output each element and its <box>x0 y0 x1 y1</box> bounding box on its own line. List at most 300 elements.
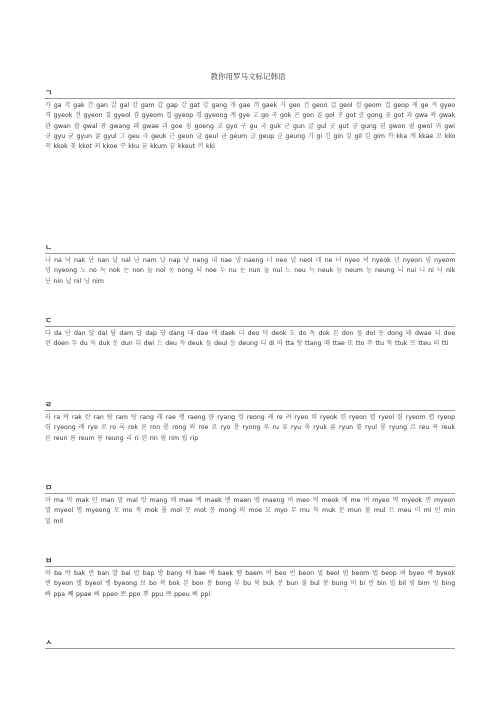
hangul-syllable: 길 <box>345 132 352 140</box>
syllable-pair <box>430 112 455 119</box>
syllable-pair <box>92 497 115 504</box>
syllable-pair <box>233 424 260 431</box>
romanization: mi <box>423 507 432 515</box>
hangul-syllable: 균 <box>67 132 74 140</box>
hangul-syllable: 꾀 <box>94 143 101 151</box>
hangul-syllable: 녹 <box>99 267 106 275</box>
syllable-pair <box>84 278 104 285</box>
syllable-pair <box>425 257 455 264</box>
romanization: reun <box>53 434 68 442</box>
hangul-syllable: 농 <box>168 267 175 275</box>
hangul-syllable: 가 <box>45 102 51 109</box>
syllable-pair <box>250 133 274 140</box>
syllable-pair <box>336 257 360 264</box>
hangul-syllable: 분 <box>277 580 284 588</box>
hangul-syllable: 닉 <box>436 267 443 275</box>
syllable-pair <box>68 591 92 598</box>
syllable-pair <box>95 133 117 140</box>
hangul-syllable: 더 <box>238 330 245 337</box>
hangul-syllable: 른 <box>45 434 51 442</box>
section-body <box>45 101 455 152</box>
hangul-syllable: 밀 <box>45 517 51 525</box>
romanization: rim <box>168 434 180 442</box>
syllable-pair <box>179 414 206 421</box>
romanization: geun <box>177 132 194 140</box>
hangul-syllable: 눈 <box>239 267 246 275</box>
romanization: moe <box>248 507 262 515</box>
syllable-pair <box>277 133 305 140</box>
hangul-syllable: 객 <box>253 102 260 109</box>
romanization: maeng <box>262 497 285 504</box>
romanization: goeng <box>194 122 214 130</box>
romanization: gok <box>279 112 292 120</box>
hangul-syllable: 곶 <box>385 112 392 120</box>
romanization: gyu <box>53 132 66 140</box>
syllable-pair <box>196 267 217 274</box>
syllable-pair <box>120 143 139 150</box>
syllable-pair <box>380 424 407 431</box>
syllable-pair <box>45 340 69 347</box>
hangul-syllable: 몽 <box>209 507 216 515</box>
hangul-syllable: 급 <box>249 132 256 140</box>
romanization: kka <box>396 132 408 140</box>
hangul-syllable: 갓 <box>180 102 187 109</box>
syllable-pair <box>100 267 120 274</box>
syllable-pair <box>410 424 429 431</box>
syllable-pair <box>347 340 364 347</box>
section-nieun <box>45 243 455 287</box>
romanization: dae <box>196 330 209 337</box>
syllable-pair <box>142 143 167 150</box>
syllable-pair <box>170 143 196 150</box>
romanization: myo <box>274 507 288 515</box>
syllable-pair <box>358 112 382 119</box>
syllable-pair <box>260 340 274 347</box>
romanization: ge <box>420 102 429 109</box>
romanization: maen <box>233 497 252 504</box>
syllable-pair <box>87 102 108 109</box>
hangul-syllable: 렴 <box>396 414 403 421</box>
romanization: gwon <box>388 122 406 130</box>
hangul-syllable: 루 <box>263 424 270 432</box>
hangul-syllable: 맨 <box>224 497 231 504</box>
syllable-pair <box>429 414 456 421</box>
romanization: geul <box>204 132 219 140</box>
hangul-syllable: 김 <box>364 132 371 140</box>
hangul-syllable: 납 <box>159 257 166 264</box>
syllable-pair <box>45 414 60 421</box>
syllable-pair <box>196 133 218 140</box>
romanization: baem <box>245 570 263 577</box>
romanization: bil <box>398 580 406 588</box>
hangul-syllable: 곳 <box>337 112 344 120</box>
romanization: ppu <box>151 590 164 598</box>
hangul-syllable: 륭 <box>380 424 387 432</box>
hangul-syllable: 르 <box>410 424 417 432</box>
hangul-syllable: 며 <box>363 497 370 504</box>
syllable-pair <box>90 340 110 347</box>
hangul-syllable: 닐 <box>65 277 72 285</box>
section-heading: ㄴ <box>45 243 455 254</box>
syllable-pair <box>88 257 109 264</box>
hangul-syllable: 먹 <box>312 497 319 504</box>
hangul-syllable: 갈 <box>110 102 117 109</box>
hangul-syllable: 범 <box>342 570 349 577</box>
section-mieum <box>45 483 455 527</box>
hangul-syllable: 귀 <box>435 122 442 130</box>
hangul-syllable: 구 <box>240 122 247 130</box>
hangul-syllable: 락 <box>63 414 70 421</box>
romanization: neuk <box>317 267 334 275</box>
syllable-pair <box>380 123 406 130</box>
syllable-pair <box>254 497 284 504</box>
hangul-syllable: 난 <box>88 257 95 264</box>
hangul-syllable: 노 <box>80 267 87 275</box>
syllable-pair <box>189 424 208 431</box>
romanization: gwa <box>415 112 428 120</box>
hangul-syllable: 렁 <box>237 414 244 421</box>
romanization: got <box>393 112 404 120</box>
hangul-syllable: 개 <box>229 102 236 109</box>
syllable-pair <box>45 507 73 514</box>
hangul-syllable: 둔 <box>112 340 119 348</box>
syllable-pair <box>357 330 376 337</box>
section-heading: ㄱ <box>45 88 455 99</box>
hangul-syllable: 괘 <box>133 122 140 130</box>
syllable-pair <box>45 112 72 119</box>
section-heading: ㄷ <box>45 316 455 327</box>
syllable-pair <box>355 102 381 109</box>
hangul-syllable: 끼 <box>197 143 204 151</box>
hangul-syllable: 만 <box>91 497 98 504</box>
romanization: kkot <box>78 143 92 151</box>
romanization: dun <box>120 340 133 348</box>
section-body <box>45 413 455 444</box>
hangul-syllable: 괄 <box>73 122 80 130</box>
romanization: gye <box>238 112 250 120</box>
romanization: ppeu <box>174 590 190 598</box>
romanization: ra <box>53 414 61 421</box>
hangul-syllable: 빈 <box>368 580 375 588</box>
romanization: kkum <box>150 143 168 151</box>
hangul-syllable: 방 <box>157 570 164 577</box>
hangul-syllable: 날 <box>112 257 119 264</box>
romanization: gyun <box>76 132 93 140</box>
syllable-pair <box>45 143 68 150</box>
romanization: kkoe <box>102 143 118 151</box>
syllable-pair <box>88 570 109 577</box>
romanization: ni <box>428 267 434 275</box>
hangul-syllable: 과 <box>406 112 413 120</box>
romanization: ryeo <box>294 414 309 421</box>
syllable-pair <box>133 112 163 119</box>
syllable-pair <box>160 330 185 337</box>
hangul-syllable: 불 <box>301 580 308 588</box>
syllable-pair <box>117 497 137 504</box>
syllable-pair <box>290 330 307 337</box>
section-digeut <box>45 316 455 350</box>
syllable-pair <box>370 414 394 421</box>
syllable-pair <box>45 267 77 274</box>
hangul-syllable: 너 <box>266 257 273 264</box>
syllable-pair <box>343 570 370 577</box>
romanization: mong <box>218 507 237 515</box>
syllable-pair <box>157 102 178 109</box>
romanization: gam <box>140 102 155 109</box>
syllable-pair <box>112 570 131 577</box>
hangul-syllable: 광 <box>100 122 107 130</box>
syllable-pair <box>45 580 73 587</box>
romanization: ryuk <box>313 424 327 432</box>
syllable-pair <box>126 435 139 442</box>
hangul-syllable: 봉 <box>206 580 213 588</box>
romanization: ryeol <box>378 414 395 421</box>
hangul-syllable: 논 <box>123 267 130 275</box>
syllable-pair <box>97 435 123 442</box>
hangul-syllable: 비 <box>350 580 357 588</box>
romanization: nil <box>73 277 82 285</box>
syllable-pair <box>184 257 209 264</box>
romanization: nyeon <box>402 257 422 264</box>
syllable-pair <box>211 424 230 431</box>
romanization: mun <box>347 507 362 515</box>
hangul-syllable: 굴 <box>307 122 314 130</box>
syllable-pair <box>254 580 274 587</box>
hangul-syllable: 긍 <box>276 132 283 140</box>
hangul-syllable: 들 <box>205 340 212 348</box>
hangul-syllable: 격 <box>45 112 51 120</box>
hangul-syllable: 모 <box>113 507 120 515</box>
hangul-syllable: 그 <box>119 132 126 140</box>
hangul-syllable: 덕 <box>262 330 269 337</box>
syllable-pair <box>415 507 432 514</box>
syllable-pair <box>65 278 81 285</box>
romanization: kki <box>205 143 215 151</box>
romanization: geol <box>339 102 353 109</box>
syllable-pair <box>308 133 322 140</box>
hangul-syllable: 꼬 <box>435 132 442 140</box>
hangul-syllable: 뻐 <box>93 590 100 598</box>
hangul-syllable: 므 <box>388 507 395 515</box>
syllable-pair <box>206 340 228 347</box>
syllable-pair <box>390 580 406 587</box>
syllable-pair <box>337 112 356 119</box>
hangul-syllable: 녕 <box>45 267 51 275</box>
romanization: na <box>54 257 62 264</box>
hangul-syllable: 빼 <box>67 590 74 598</box>
syllable-pair <box>291 507 310 514</box>
romanization: byeok <box>436 570 455 577</box>
hangul-syllable: 당 <box>159 330 166 337</box>
romanization: got <box>345 112 356 120</box>
hangul-syllable: 답 <box>136 330 143 337</box>
romanization: nyeom <box>434 257 456 264</box>
romanization: ttu <box>375 340 385 348</box>
romanization: neum <box>345 267 363 275</box>
syllable-pair <box>192 591 210 598</box>
romanization: gol <box>325 112 335 120</box>
hangul-syllable: 느 <box>285 267 292 275</box>
hangul-syllable: 네 <box>315 257 322 264</box>
hangul-syllable: 돌 <box>356 330 363 337</box>
romanization: myeong <box>85 507 111 515</box>
syllable-pair <box>45 435 68 442</box>
hangul-syllable: 륵 <box>432 424 439 432</box>
romanization: reuk <box>441 424 456 432</box>
syllable-pair <box>400 570 424 577</box>
romanization: ppi <box>200 590 211 598</box>
syllable-pair <box>45 278 63 285</box>
syllable-pair <box>290 570 315 577</box>
hangul-syllable: 골 <box>316 112 323 120</box>
hangul-syllable: 때 <box>323 340 330 348</box>
hangul-syllable: 달 <box>88 330 95 337</box>
syllable-pair <box>105 580 137 587</box>
hangul-syllable: 돼 <box>405 330 412 337</box>
hangul-syllable: 띠 <box>433 340 440 348</box>
syllable-pair <box>262 330 286 337</box>
section-body <box>45 329 455 350</box>
romanization: rae <box>165 414 176 421</box>
syllable-pair <box>185 507 206 514</box>
syllable-pair <box>221 133 247 140</box>
hangul-syllable: 공 <box>358 112 365 120</box>
hangul-syllable: 료 <box>211 424 218 432</box>
hangul-syllable: 눌 <box>263 267 270 275</box>
romanization: ga <box>53 102 62 109</box>
hangul-syllable: 뚜 <box>366 340 373 348</box>
hangul-syllable: 갑 <box>157 102 164 109</box>
romanization: gwal <box>82 122 98 130</box>
syllable-pair <box>365 507 386 514</box>
syllable-pair <box>166 591 190 598</box>
syllable-pair <box>316 257 333 264</box>
syllable-pair <box>368 580 387 587</box>
hangul-syllable: 늑 <box>308 267 315 275</box>
hangul-syllable: 누 <box>219 267 226 275</box>
syllable-pair <box>436 133 455 140</box>
hangul-syllable: 률 <box>356 424 363 432</box>
hangul-syllable: 룡 <box>233 424 240 432</box>
romanization: goe <box>170 122 183 130</box>
romanization: bak <box>73 570 86 577</box>
hangul-syllable: 박 <box>64 570 71 577</box>
romanization: me <box>350 497 361 504</box>
romanization: dang <box>169 330 185 337</box>
hangul-syllable: 문 <box>338 507 345 515</box>
syllable-pair <box>141 435 158 442</box>
syllable-pair <box>350 580 365 587</box>
romanization: baek <box>217 570 234 577</box>
romanization: geuk <box>151 132 167 140</box>
hangul-syllable: 버 <box>265 570 272 577</box>
hangul-syllable: 변 <box>45 580 51 588</box>
romanization: gyeon <box>83 112 103 120</box>
hangul-syllable: 거 <box>279 102 286 109</box>
romanization: reong <box>246 414 265 421</box>
hangul-syllable: 병 <box>104 580 111 588</box>
romanization: geon <box>312 102 328 109</box>
romanization: bok <box>168 580 180 588</box>
hangul-syllable: 묵 <box>312 507 319 515</box>
syllable-pair <box>303 102 327 109</box>
hangul-syllable: 결 <box>105 112 112 120</box>
hangul-syllable: 독 <box>309 330 316 337</box>
syllable-pair <box>68 133 92 140</box>
syllable-pair <box>74 123 98 130</box>
syllable-pair <box>188 330 209 337</box>
hangul-syllable: 꾸 <box>119 143 126 151</box>
romanization: ryong <box>242 424 261 432</box>
romanization: gim <box>373 132 385 140</box>
romanization: bae <box>194 570 206 577</box>
romanization: ma <box>53 497 64 504</box>
syllable-pair <box>309 330 329 337</box>
section-body <box>45 256 455 287</box>
syllable-pair <box>282 424 301 431</box>
romanization: ram <box>115 414 128 421</box>
hangul-syllable: 란 <box>84 414 91 421</box>
syllable-pair <box>304 424 327 431</box>
hangul-syllable: 겁 <box>384 102 391 109</box>
hangul-syllable: 령 <box>45 424 51 432</box>
syllable-pair <box>352 123 377 130</box>
hangul-syllable: 린 <box>141 434 148 442</box>
hangul-syllable: 국 <box>260 122 267 130</box>
hangul-syllable: 궐 <box>408 122 415 130</box>
hangul-syllable: 낭 <box>183 257 190 264</box>
hangul-syllable: 미 <box>414 507 421 515</box>
romanization: gyeong <box>204 112 228 120</box>
syllable-pair <box>186 123 214 130</box>
syllable-pair <box>79 424 98 431</box>
romanization: mil <box>53 517 63 525</box>
syllable-pair <box>160 257 181 264</box>
hangul-syllable: 겨 <box>431 102 438 109</box>
syllable-pair <box>94 143 117 150</box>
hangul-syllable: 빌 <box>389 580 396 588</box>
syllable-pair <box>323 580 348 587</box>
hangul-syllable: 극 <box>142 132 149 140</box>
romanization: mang <box>149 497 168 504</box>
syllable-pair <box>217 123 237 130</box>
syllable-pair <box>435 123 455 130</box>
romanization: bo <box>148 580 157 588</box>
romanization: beol <box>326 570 340 577</box>
hangul-syllable: 능 <box>365 267 372 275</box>
syllable-pair <box>389 507 412 514</box>
syllable-pair <box>330 102 352 109</box>
romanization: mal <box>126 497 138 504</box>
hangul-syllable: 쁘 <box>165 590 172 598</box>
syllable-pair <box>160 580 180 587</box>
hangul-syllable: 단 <box>64 330 71 337</box>
romanization: bap <box>142 570 155 577</box>
hangul-syllable: 붕 <box>322 580 329 588</box>
section-giyeok <box>45 88 455 152</box>
romanization: mot <box>194 507 207 515</box>
syllable-pair <box>45 257 62 264</box>
hangul-syllable: 못 <box>184 507 191 515</box>
romanization: kku <box>128 143 140 151</box>
syllable-pair <box>113 340 133 347</box>
syllable-pair <box>392 497 422 504</box>
hangul-syllable: 굿 <box>329 122 336 130</box>
hangul-syllable: 려 <box>285 414 292 421</box>
hangul-syllable: 뒤 <box>135 340 142 348</box>
romanization: ryo <box>220 424 231 432</box>
syllable-pair <box>313 507 336 514</box>
